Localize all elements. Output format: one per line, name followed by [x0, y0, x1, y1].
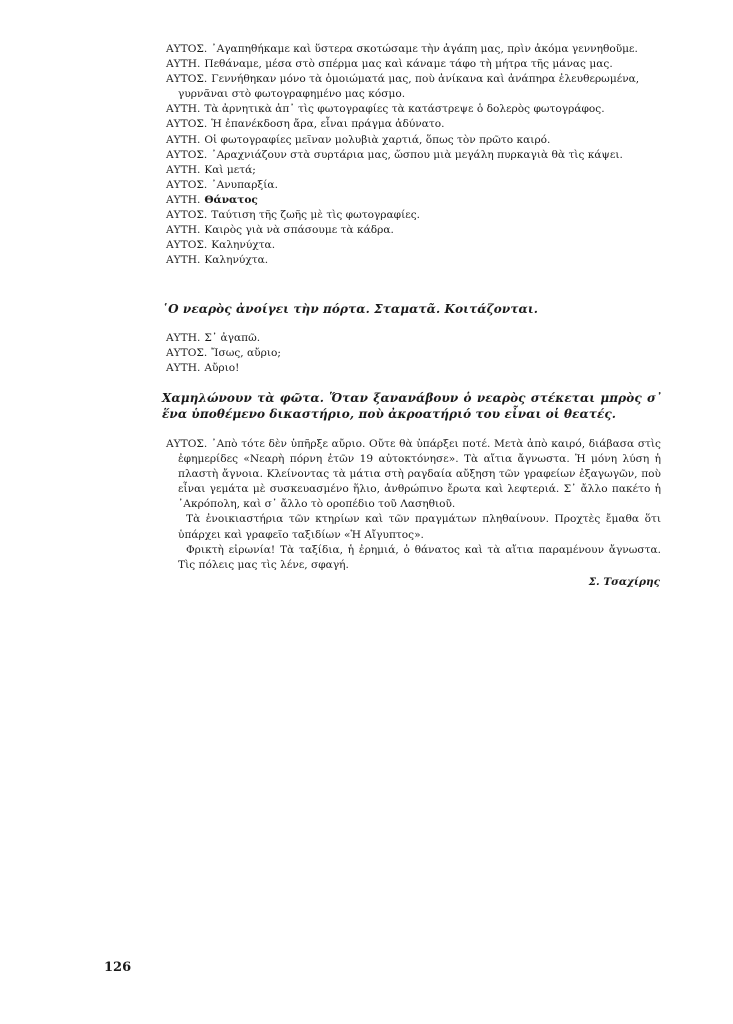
dialogue-line: [166, 223, 661, 238]
page-number: 126: [104, 960, 132, 975]
line-text: Καληνύχτα.: [204, 254, 269, 267]
dialogue-line: [166, 163, 661, 178]
dialogue-line: [166, 208, 661, 223]
line-text: Ταύτιση τῆς ζωῆς μὲ τὶς φωτογραφίες.: [211, 209, 421, 222]
line-text: ᾿Ανυπαρξία.: [211, 178, 278, 191]
author-signature: Σ. Τσαχίρης: [588, 576, 660, 588]
stage-direction: ῾Ο νεαρὸς ἀνοίγει τὴν πόρτα. Σταματᾶ. Κοιτάζονται.: [162, 302, 539, 316]
line-text: ᾿Αγαπηθήκαμε καὶ ὕστερα σκοτώσαμε τὴν ἀγάπη μας, πρὶν ἀκόμα γεννηθοῦμε.: [211, 43, 638, 55]
dialogue-line: [166, 42, 661, 57]
speaker: ΑΥΤΗ.: [166, 103, 201, 116]
monologue-paragraph: Τὰ ἐνοικιαστήρια τῶν κτηρίων καὶ τῶν πραγμάτων πληθαίνουν. Προχτὲς ἔμαθα ὅτι ὑπάρχει καὶ γραφεῖο ταξιδίων «Ἡ Αἴγυπτος».: [178, 513, 661, 541]
line-text: Οἱ φωτογραφίες μεῖναν μολυβιὰ χαρτιά, ὅπως τὸν πρῶτο καιρό.: [204, 133, 551, 146]
monologue: [166, 437, 661, 573]
speaker: ΑΥΤΗ.: [166, 58, 201, 71]
line-text: Τὰ ἀρνητικὰ ἀπ᾿ τὶς φωτογραφίες τὰ κατάστρεψε ὁ δολερὸς φωτογράφος.: [204, 103, 605, 116]
dialogue-line: [166, 102, 661, 117]
dialogue-line: [166, 133, 661, 148]
speaker: ΑΥΤΟΣ.: [166, 43, 208, 55]
speaker: ΑΥΤΗ.: [166, 362, 201, 375]
speaker: ΑΥΤΟΣ.: [166, 209, 208, 222]
line-text: Ἴσως, αὔριο;: [211, 347, 281, 360]
speaker: ΑΥΤΟΣ.: [166, 118, 208, 131]
speaker: ΑΥΤΟΣ.: [166, 73, 208, 86]
dialogue-line: [166, 117, 661, 132]
paragraph-text: ᾿Απὸ τότε δὲν ὑπῆρξε αὔριο. Οὔτε θὰ ὑπάρξει ποτέ. Μετὰ ἀπὸ καιρό, διάβασα στὶς ἐφημερίδες «Νεαρὴ πόρνη ἐτῶν 19 αὐτοκτόνησε». Τὰ αἴτια ἄγνωστα. Ἡ μόνη λύση ἡ πλαστὴ ἄγνοια. Κλείνοντας τὰ μάτια στὴ ραγδαία αὔξηση τῶν γραφείων ἐξαγωγῶν, ποὺ εἶναι γεμάτα μὲ συσκευασμένο ἥλιο, ἀνθρώπινο ἔρωτα καὶ λεφτεριά. Σ᾿ ἄλλο πακέτο ἡ ᾿Ακρόπολη, καὶ σ᾿ ἄλλο τὸ οροπέδιο τοῦ Λασηθιοῦ.: [178, 438, 661, 511]
dialogue-line: [166, 178, 661, 193]
line-text: Ἡ ἐπανέκδοση ἄρα, εἶναι πράγμα ἀδύνατο.: [211, 118, 445, 131]
dialogue-line: [166, 72, 661, 102]
speaker: ΑΥΤΟΣ.: [166, 347, 208, 360]
dialogue-line: [166, 238, 661, 253]
speaker: ΑΥΤΟΣ.: [166, 438, 208, 450]
line-text: Καληνύχτα.: [211, 239, 276, 252]
dialogue-line: [166, 331, 661, 346]
speaker: ΑΥΤΗ.: [166, 163, 201, 176]
dialogue-line: [166, 361, 661, 376]
speaker: ΑΥΤΟΣ.: [166, 239, 208, 252]
speaker: ΑΥΤΗ.: [166, 193, 201, 206]
line-text: Γεννήθηκαν μόνο τὰ ὁμοιώματά μας, ποὺ ἀνίκανα καὶ ἀνάπηρα ἐλευθερωμένα, γυρνᾶναι στὸ φωτογραφημένο μας κόσμο.: [178, 73, 640, 101]
monologue-paragraph: [166, 437, 661, 512]
line-text: Πεθάναμε, μέσα στὸ σπέρμα μας καὶ κάναμε τάφο τὴ μήτρα τῆς μάνας μας.: [204, 58, 613, 71]
line-text: Θάνατος: [204, 193, 258, 206]
dialogue-scene-1: [166, 42, 661, 268]
line-text: Καὶ μετά;: [204, 163, 256, 176]
dialogue-scene-2: [166, 331, 661, 376]
stage-direction: Χαμηλώνουν τὰ φῶτα. Ὅταν ξανανάβουν ὁ νεαρὸς στέκεται μπρὸς σ᾿ ἕνα ὑποθέμενο δικαστήριο, ποὺ ἀκροατήριό του εἶναι οἱ θεατές.: [162, 391, 662, 421]
dialogue-line: [166, 193, 661, 208]
speaker: ΑΥΤΗ.: [166, 133, 201, 146]
speaker: ΑΥΤΗ.: [166, 254, 201, 267]
monologue-paragraph: Φρικτὴ εἰρωνία! Τὰ ταξίδια, ἡ ἐρημιά, ὁ θάνατος καὶ τὰ αἴτια παραμένουν ἄγνωστα. Τὶς πόλεις μας τὶς λένε, σφαγή.: [178, 543, 661, 571]
dialogue-line: [166, 253, 661, 268]
line-text: Καιρὸς γιὰ νὰ σπάσουμε τὰ κάδρα.: [204, 224, 394, 237]
line-text: Σ᾿ ἀγαπῶ.: [204, 332, 261, 344]
speaker: ΑΥΤΟΣ.: [166, 178, 208, 191]
speaker: ΑΥΤΗ.: [166, 332, 201, 344]
line-text: Αὔριο!: [204, 362, 240, 375]
speaker: ΑΥΤΟΣ.: [166, 148, 208, 161]
dialogue-line: [166, 57, 661, 72]
speaker: ΑΥΤΗ.: [166, 224, 201, 237]
dialogue-line: [166, 148, 661, 163]
line-text: ᾿Αραχνιάζουν στὰ συρτάρια μας, ὥσπου μιὰ μεγάλη πυρκαγιὰ θὰ τὶς κάψει.: [211, 148, 623, 161]
dialogue-line: [166, 346, 661, 361]
